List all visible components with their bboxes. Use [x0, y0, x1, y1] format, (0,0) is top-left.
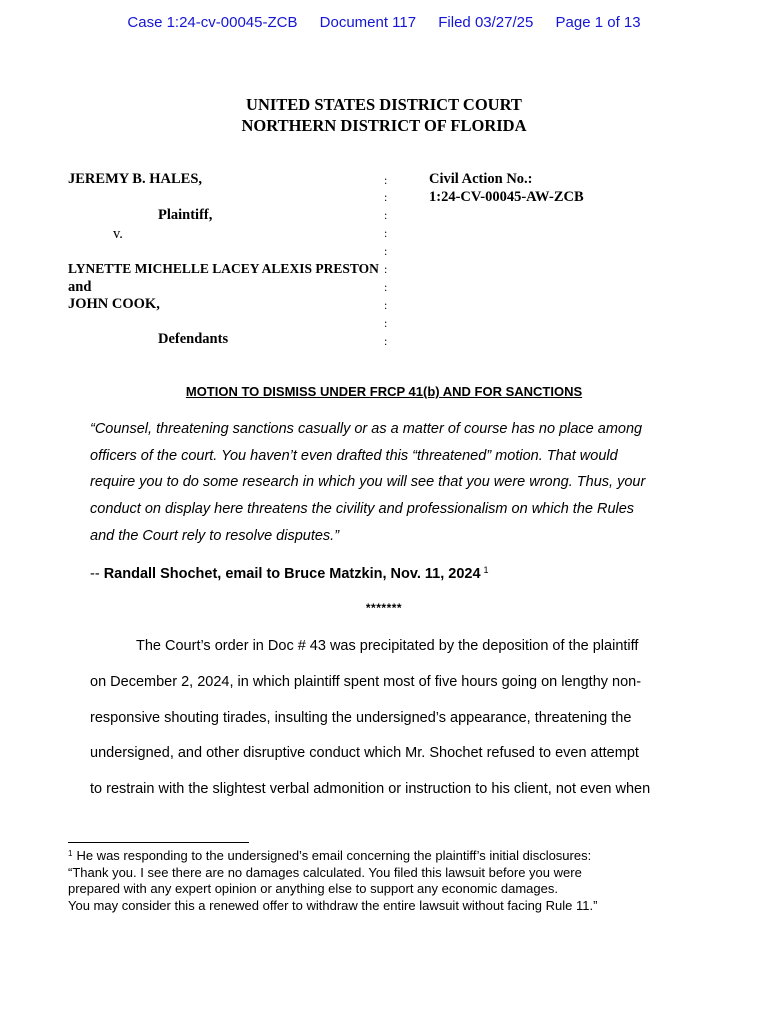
defendant-1-name: LYNETTE MICHELLE LACEY ALEXIS PRESTON	[68, 261, 379, 276]
footnote-line: You may consider this a renewed offer to withdraw the entire lawsuit without facing Rule 11.”	[68, 898, 598, 913]
quote-line: “Counsel, threatening sanctions casually or as a matter of course has no place among	[90, 421, 643, 437]
footnote-line: prepared with any expert opinion or anything else to support any economic damages.	[68, 881, 558, 896]
filed-date: Filed 03/27/25	[438, 14, 534, 31]
attribution-prefix: --	[90, 566, 104, 582]
caption-colon: :	[384, 298, 388, 312]
quote-attribution	[90, 565, 489, 582]
caption-colon: :	[384, 173, 388, 187]
caption-colon: :	[384, 334, 388, 348]
quote-line: conduct on display here threatens the civility and professionalism on which the Rules	[90, 501, 635, 517]
caption-colon: :	[384, 316, 388, 330]
page-indicator: Page 1 of 13	[555, 14, 641, 31]
court-district: NORTHERN DISTRICT OF FLORIDA	[241, 116, 527, 135]
court-name: UNITED STATES DISTRICT COURT	[246, 95, 522, 114]
footnote-text: He was responding to the undersigned’s email concerning the plaintiff’s initial disclosures:	[76, 848, 592, 863]
footnote-divider	[68, 842, 249, 843]
motion-title: MOTION TO DISMISS UNDER FRCP 41(b) AND FOR SANCTIONS	[185, 384, 583, 399]
quote-line: require you to do some research in which you will see that you were wrong. Thus, your	[90, 474, 646, 490]
footnote-number: 1	[68, 849, 73, 858]
body-line: on December 2, 2024, in which plaintiff spent most of five hours going on lengthy non-	[90, 674, 642, 690]
civil-action-label: Civil Action No.:	[429, 171, 533, 187]
civil-action-number: 1:24-CV-00045-AW-ZCB	[429, 189, 584, 205]
section-separator: *******	[365, 601, 403, 615]
defendants-role: Defendants	[158, 331, 229, 347]
caption-colon: :	[384, 226, 388, 240]
quote-line: officers of the court. You haven’t even drafted this “threatened” motion. That would	[90, 448, 618, 464]
caption-colon: :	[384, 208, 388, 222]
caption-colon: :	[384, 280, 388, 294]
caption-and: and	[68, 279, 92, 295]
footnote-reference: 1	[483, 565, 489, 575]
caption-colon: :	[384, 262, 388, 276]
body-line: undersigned, and other disruptive conduct which Mr. Shochet refused to even attempt	[90, 745, 639, 761]
body-line: responsive shouting tirades, insulting the undersigned’s appearance, threatening the	[90, 710, 632, 726]
body-line: The Court’s order in Doc # 43 was precipitated by the deposition of the plaintiff	[136, 638, 639, 654]
footnote-line	[68, 848, 591, 863]
defendant-2-name: JOHN COOK,	[68, 296, 160, 312]
document-number: Document 117	[319, 14, 417, 31]
court-heading	[0, 94, 768, 136]
quote-line: and the Court rely to resolve disputes.”	[90, 528, 340, 544]
ecf-header-stamp	[0, 14, 768, 31]
caption-colon: :	[384, 244, 388, 258]
attribution-text: Randall Shochet, email to Bruce Matzkin, Nov. 11, 2024	[103, 566, 481, 582]
case-number: Case 1:24-cv-00045-ZCB	[127, 14, 298, 31]
footnote-line: “Thank you. I see there are no damages calculated. You filed this lawsuit before you were	[68, 865, 582, 880]
plaintiff-role: Plaintiff,	[158, 207, 213, 223]
body-line: to restrain with the slightest verbal admonition or instruction to his client, not even when	[90, 781, 651, 797]
plaintiff-name: JEREMY B. HALES,	[68, 171, 203, 187]
versus: v.	[113, 226, 123, 242]
caption-colon: :	[384, 190, 388, 204]
